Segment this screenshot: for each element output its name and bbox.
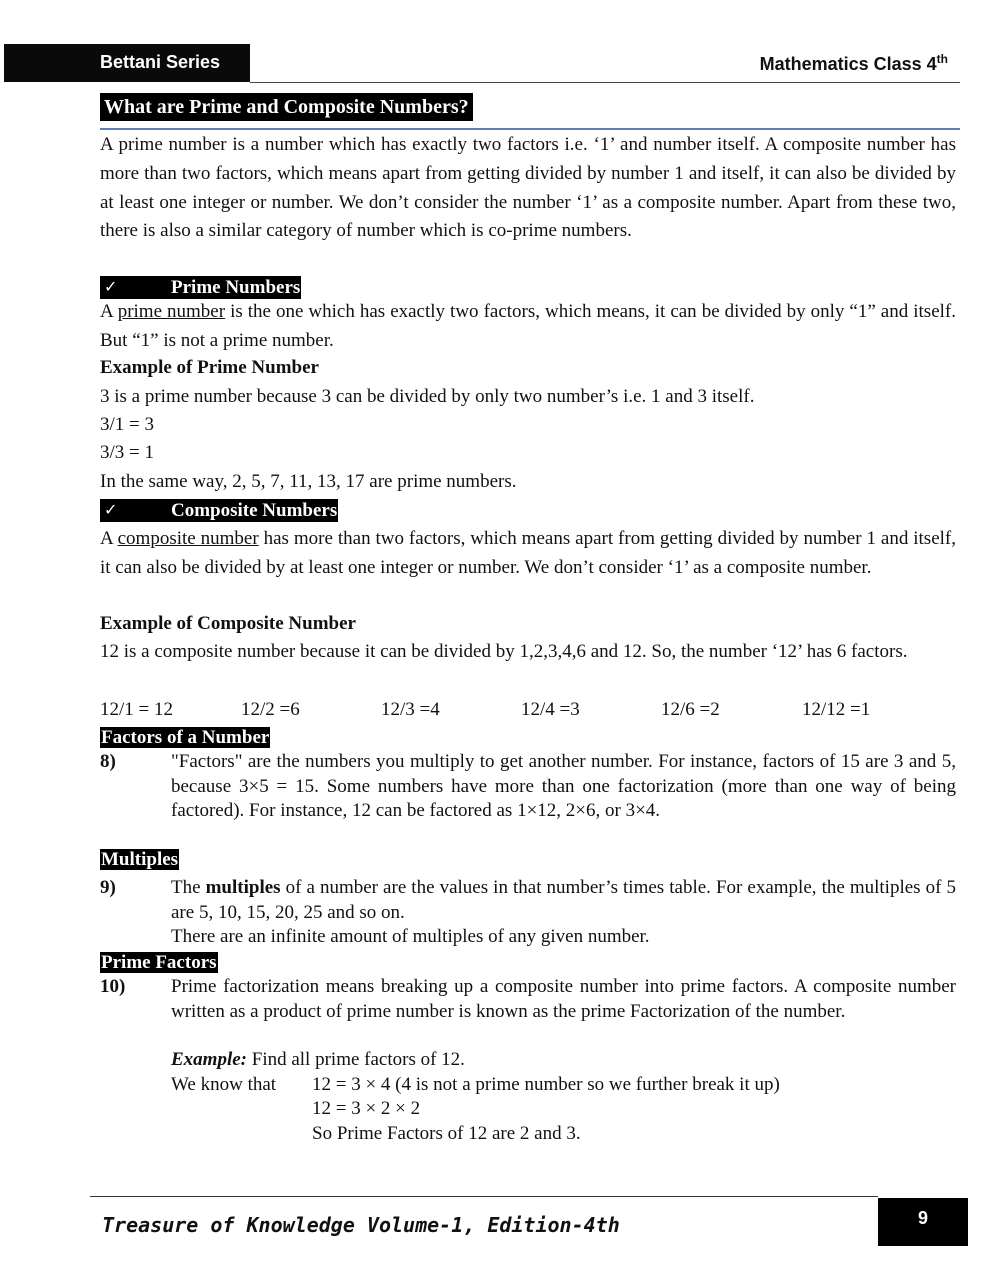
prime-factors-text: Prime factorization means breaking up a composite number into prime factors. A composite number written as a product of prime number is known as the prime Factorization of the number. (171, 976, 956, 1022)
prime-numbers-heading: ✓ Prime Numbers (100, 276, 301, 299)
division-item: 12/12 =1 (802, 699, 871, 720)
check-icon: ✓ (100, 276, 170, 299)
composite-number-link[interactable]: composite number (117, 528, 259, 549)
prime-number-link[interactable]: prime number (117, 301, 226, 322)
section-title: What are Prime and Composite Numbers? (100, 93, 473, 121)
division-row (100, 696, 980, 724)
multiples-text: The multiples of a number are the values in that number’s times table. For example, the multiples of 5 are 5, 10, 15, 20, 25 and so on. (171, 877, 956, 923)
title-underline (100, 128, 960, 130)
item-number-10: 10) (100, 976, 126, 997)
prime-definition: A prime number is the one which has exactly two factors, which means, it can be divided by only “1” and itself. But “1” is not a prime number. (100, 301, 956, 351)
composite-definition: A composite number has more than two factors, which means apart from getting divided by number 1 and itself, it can also be divided by at least one integer or number. We don’t consider ‘1’ as a composite number. (100, 528, 956, 578)
prime-factors-example: Example: Find all prime factors of 12. (171, 1049, 465, 1070)
composite-example-heading: Example of Composite Number (100, 613, 356, 634)
class-title: Mathematics Class 4th (759, 52, 948, 74)
item-number-9: 9) (100, 877, 116, 898)
division-item: 12/6 =2 (661, 699, 720, 720)
division-item: 12/3 =4 (381, 699, 440, 720)
check-icon: ✓ (100, 499, 170, 522)
multiples-heading: Multiples (101, 849, 179, 870)
prime-equation-2: 3/3 = 1 (100, 442, 154, 463)
factors-heading: Factors of a Number (101, 727, 270, 748)
page-number: 9 (878, 1198, 968, 1246)
factorization-result: So Prime Factors of 12 are 2 and 3. (312, 1123, 581, 1144)
prime-example-text: 3 is a prime number because 3 can be divided by only two number’s i.e. 1 and 3 itself. (100, 386, 755, 407)
series-name: Bettani Series (100, 52, 221, 72)
factorization-line-2: 12 = 3 × 2 × 2 (312, 1098, 421, 1119)
multiples-text-2: There are an infinite amount of multiples of any given number. (171, 926, 650, 947)
division-item: 12/2 =6 (241, 699, 300, 720)
we-know-label: We know that (171, 1074, 277, 1095)
division-item: 12/4 =3 (521, 699, 580, 720)
footer-divider (90, 1196, 878, 1197)
prime-example-heading: Example of Prime Number (100, 357, 319, 378)
prime-list: In the same way, 2, 5, 7, 11, 13, 17 are prime numbers. (100, 471, 517, 492)
intro-paragraph: A prime number is a number which has exactly two factors i.e. ‘1’ and number itself. A composite number has more than two factors, which means apart from getting divided by number 1 and itself, it can also be divided by at least one integer or number. We don’t consider the number ‘1’ as a composite number. Apart from these two, there is also a similar category of number which is co-prime numbers. (100, 134, 956, 242)
composite-numbers-heading: ✓ Composite Numbers (100, 499, 338, 522)
composite-example-text: 12 is a composite number because it can be divided by 1,2,3,4,6 and 12. So, the number ‘12’ has 6 factors. (100, 641, 908, 662)
factors-text: "Factors" are the numbers you multiply to get another number. For instance, factors of 15 are 3 and 5, because 3×5 = 15. Some numbers have more than one factorization (more than one way of being factored). For instance, 12 can be factored as 1×12, 2×6, or 3×4. (171, 751, 956, 821)
division-item: 12/1 = 12 (100, 699, 173, 720)
factorization-line-1: 12 = 3 × 4 (4 is not a prime number so we further break it up) (312, 1074, 780, 1095)
footer-book-title: Treasure of Knowledge Volume-1, Edition-4th (102, 1213, 620, 1237)
prime-factors-heading: Prime Factors (101, 952, 217, 973)
item-number-8: 8) (100, 751, 116, 772)
prime-equation-1: 3/1 = 3 (100, 414, 154, 435)
header-divider (250, 82, 960, 83)
